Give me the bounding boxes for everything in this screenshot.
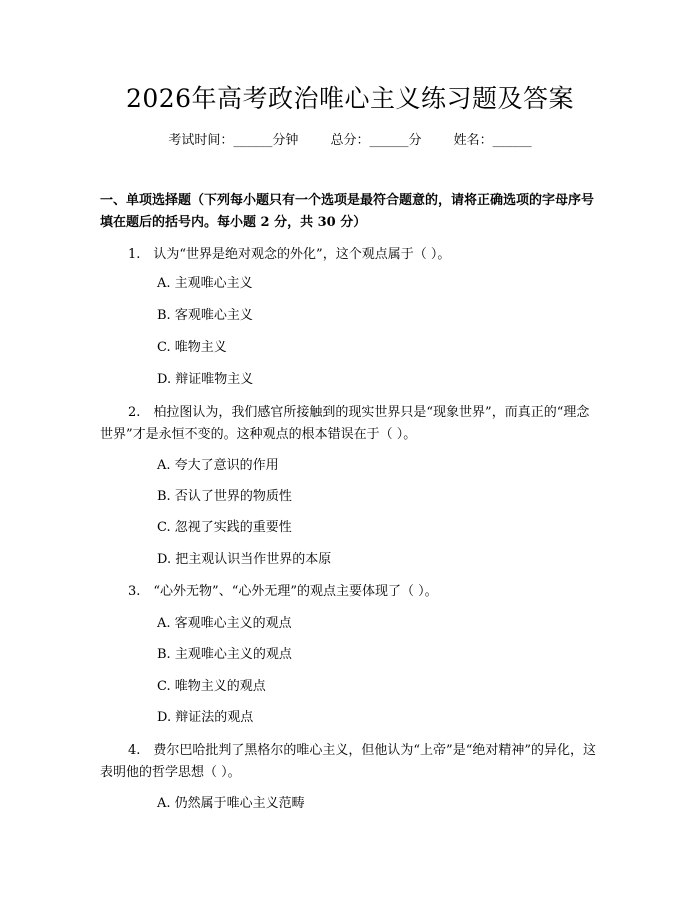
question-1-option-b: B. 客观唯心主义	[157, 308, 253, 323]
question-4-option-a: A. 仍然属于唯心主义范畴	[157, 796, 305, 811]
question-4: 4. 费尔巴哈批判了黑格尔的唯心主义，但他认为“上帝”是“绝对精神”的异化，这表明他的哲学思想（ ）。	[100, 743, 596, 780]
question-2: 2. 柏拉图认为，我们感官所接触到的现实世界只是“现象世界”，而真正的“理念世界”才是永恒不变的。这种观点的根本错误在于（ ）。	[100, 405, 590, 442]
exam-name: 姓名：______	[453, 133, 532, 148]
question-1: 1. 认为“世界是绝对观念的外化”，这个观点属于（ ）。	[128, 247, 451, 262]
section-title: 一、单项选择题（下列每小题只有一个选项是最符合题意的，请将正确选项的字母序号填在题后的括号内。每小题 2 分，共 30 分）	[100, 193, 595, 230]
question-2-option-c: C. 忽视了实践的重要性	[157, 520, 292, 535]
question-1-option-d: D. 辩证唯物主义	[157, 372, 254, 387]
question-3-option-a: A. 客观唯心主义的观点	[157, 616, 292, 631]
question-2-option-a: A. 夸大了意识的作用	[157, 458, 279, 473]
question-3-option-d: D. 辩证法的观点	[157, 710, 254, 725]
question-3: 3. “心外无物”、“心外无理”的观点主要体现了（ ）。	[128, 584, 438, 599]
exam-info	[0, 131, 700, 151]
exam-time: 考试时间：______分钟	[168, 133, 299, 148]
question-2-option-d: D. 把主观认识当作世界的本原	[157, 552, 332, 567]
exam-score: 总分：______分	[330, 133, 422, 148]
page-title: 2026年高考政治唯心主义练习题及答案	[125, 84, 575, 113]
question-3-option-c: C. 唯物主义的观点	[157, 679, 266, 694]
question-1-option-a: A. 主观唯心主义	[157, 276, 253, 291]
question-1-option-c: C. 唯物主义	[157, 340, 227, 355]
question-3-option-b: B. 主观唯心主义的观点	[157, 647, 292, 662]
question-2-option-b: B. 否认了世界的物质性	[157, 489, 292, 504]
